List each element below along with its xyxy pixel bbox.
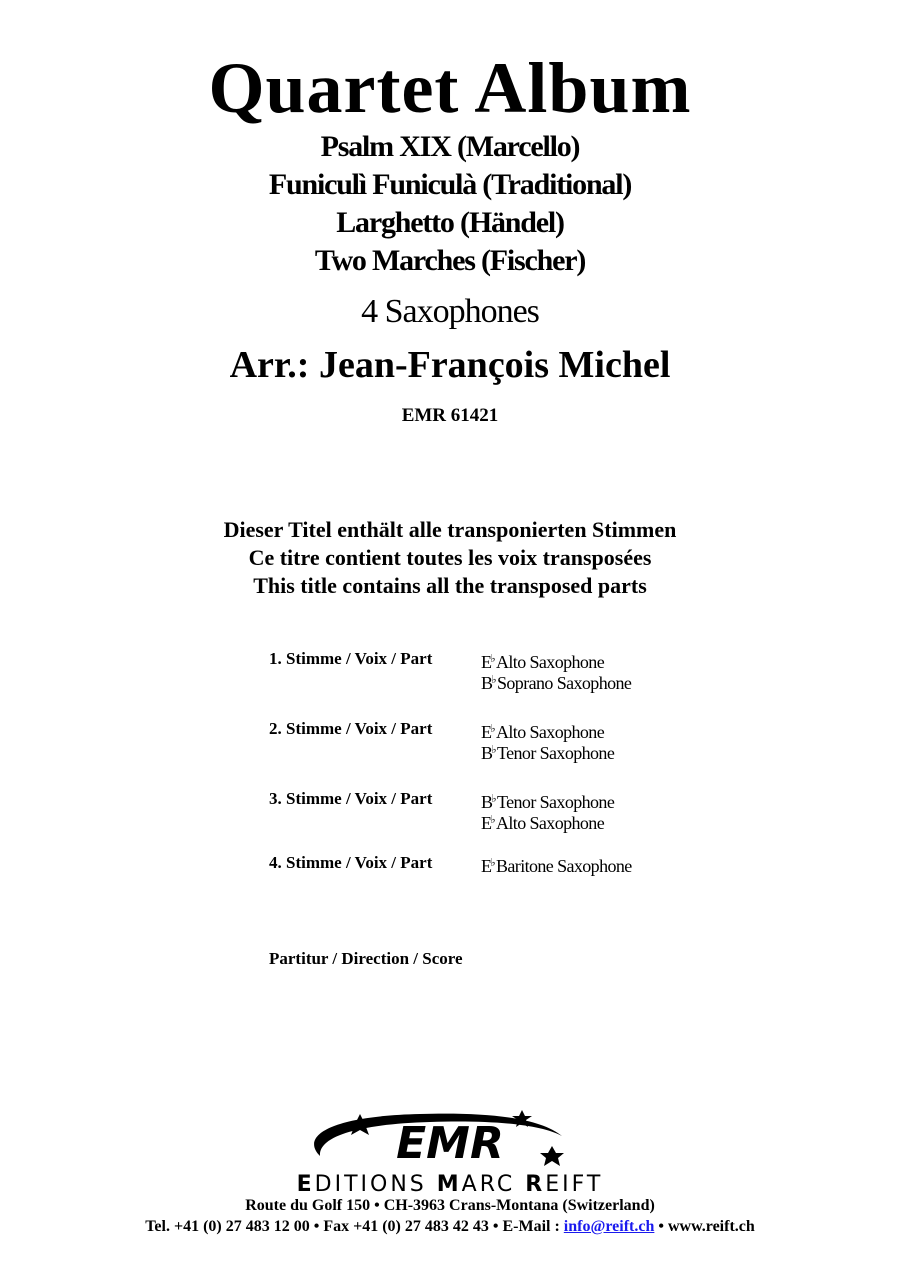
part-label: 3. Stimme / Voix / Part xyxy=(269,789,433,808)
instrument-name: Tenor Saxophone xyxy=(497,743,615,763)
key-letter: E xyxy=(481,652,492,672)
publisher-contact xyxy=(0,1217,900,1237)
instrument-name: Tenor Saxophone xyxy=(497,792,615,812)
contact-phone-fax: Tel. +41 (0) 27 483 12 00 • Fax +41 (0) 27 483 42 43 • E-Mail : xyxy=(145,1218,564,1235)
website: • www.reift.ch xyxy=(654,1218,755,1235)
flat-symbol: ♭ xyxy=(491,793,496,805)
instrument xyxy=(481,671,631,692)
part-instruments xyxy=(481,790,614,832)
notice-line-de: Dieser Titel enthält alle transponierten Stimmen xyxy=(223,517,677,542)
key-letter: B xyxy=(481,673,493,693)
key-letter: E xyxy=(481,856,492,876)
emr-logo xyxy=(300,1106,600,1177)
part-row xyxy=(269,650,631,692)
instrument xyxy=(481,650,631,671)
email-link[interactable]: info@reift.ch xyxy=(563,1218,655,1235)
flat-symbol: ♭ xyxy=(490,814,495,826)
part-instruments xyxy=(481,854,632,875)
instrument xyxy=(481,811,614,832)
instrument xyxy=(481,790,614,811)
key-letter: B xyxy=(481,792,493,812)
instrument-name: Baritone Saxophone xyxy=(496,856,632,876)
piece-title: Psalm XIX (Marcello) xyxy=(320,130,580,163)
key-letter: B xyxy=(481,743,493,763)
publisher-name: EDITIONS MARC REIFT xyxy=(296,1172,604,1197)
flat-symbol: ♭ xyxy=(490,653,495,665)
key-letter: E xyxy=(481,813,492,833)
piece-title: Larghetto (Händel) xyxy=(336,206,564,239)
flat-symbol: ♭ xyxy=(491,674,496,686)
instrument xyxy=(481,720,614,741)
instrument xyxy=(481,741,614,762)
part-row xyxy=(269,720,614,762)
part-label: 4. Stimme / Voix / Part xyxy=(269,853,433,872)
instrument xyxy=(481,854,632,875)
instrument-name: Alto Saxophone xyxy=(496,722,605,742)
catalog-number: EMR 61421 xyxy=(401,405,499,426)
part-row xyxy=(269,790,614,832)
piece-list xyxy=(0,128,900,280)
notice-line-fr: Ce titre contient toutes les voix transposées xyxy=(248,545,652,570)
flat-symbol: ♭ xyxy=(490,723,495,735)
notice-line-en: This title contains all the transposed parts xyxy=(253,573,647,598)
part-label: 2. Stimme / Voix / Part xyxy=(269,719,433,738)
arranger: Arr.: Jean-François Michel xyxy=(229,344,671,386)
score-label: Partitur / Direction / Score xyxy=(269,949,463,968)
album-title: Quartet Album xyxy=(208,48,692,128)
instrument-name: Alto Saxophone xyxy=(496,652,605,672)
flat-symbol: ♭ xyxy=(490,857,495,869)
instrument-name: Alto Saxophone xyxy=(496,813,605,833)
instrument-name: Soprano Saxophone xyxy=(497,673,632,693)
piece-title: Funiculì Funiculà (Traditional) xyxy=(268,168,632,201)
key-letter: E xyxy=(481,722,492,742)
logo-text: EMR xyxy=(396,1118,504,1169)
part-row xyxy=(269,854,632,875)
instrumentation: 4 Saxophones xyxy=(361,293,539,330)
part-label: 1. Stimme / Voix / Part xyxy=(269,649,433,668)
piece-title: Two Marches (Fischer) xyxy=(314,244,586,277)
part-instruments xyxy=(481,720,614,762)
transposition-notice xyxy=(0,516,900,600)
part-instruments xyxy=(481,650,631,692)
flat-symbol: ♭ xyxy=(491,744,496,756)
publisher-address: Route du Golf 150 • CH-3963 Crans-Montana (Switzerland) xyxy=(245,1197,655,1214)
